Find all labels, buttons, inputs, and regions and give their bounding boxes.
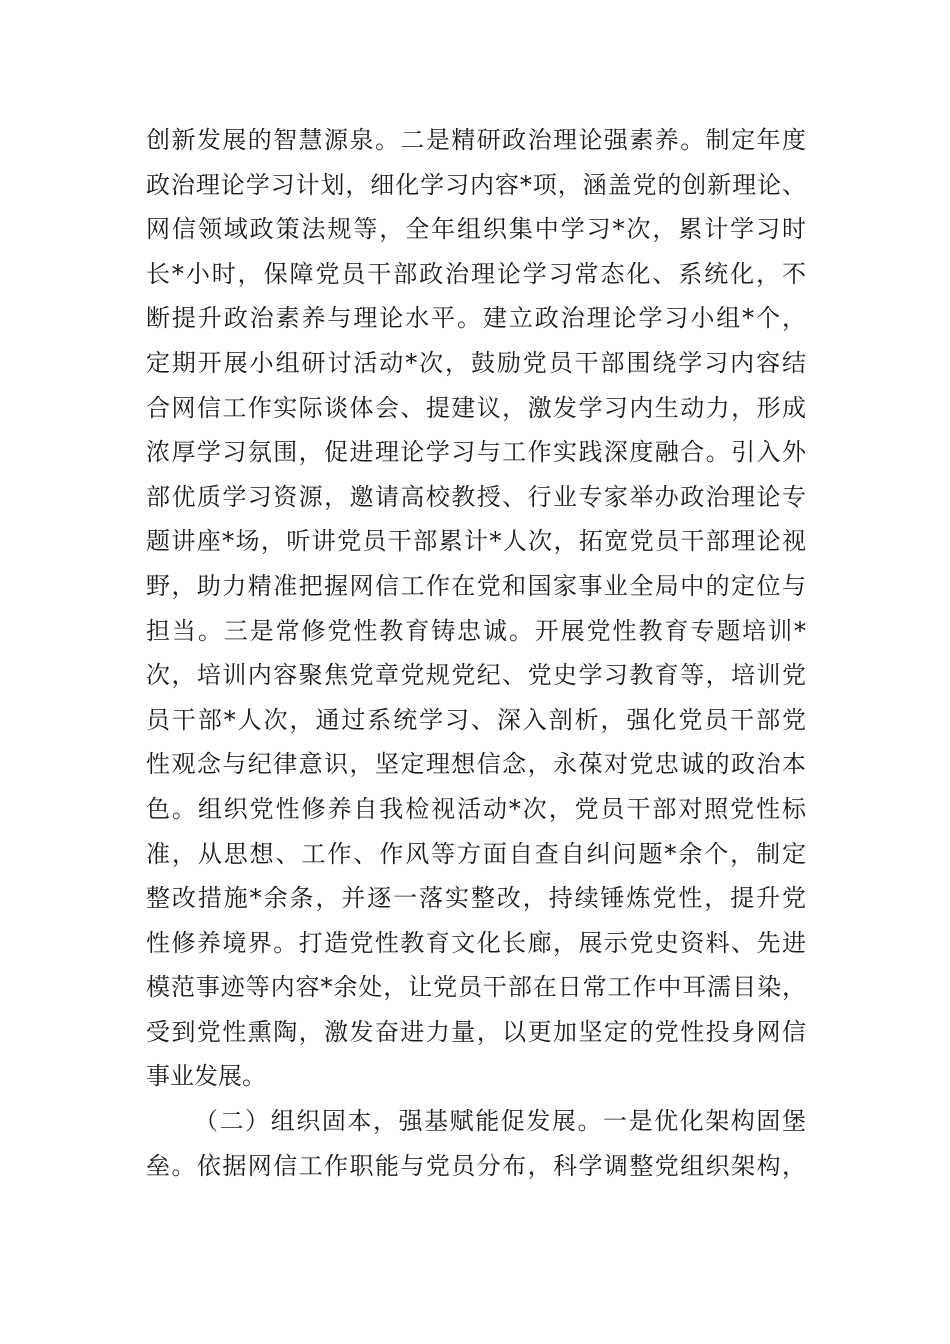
text-line: 准，从思想、工作、作风等方面自查自纠问题*余个，制定 xyxy=(146,839,806,868)
text-line: 性观念与纪律意识，坚定理想信念，永葆对党忠诚的政治本 xyxy=(146,750,806,779)
text-line: 受到党性熏陶，激发奋进力量，以更加坚定的党性投身网信 xyxy=(146,1017,806,1046)
text-line: 网信领域政策法规等，全年组织集中学习*次，累计学习时 xyxy=(146,215,806,244)
text-line: 断提升政治素养与理论水平。建立政治理论学习小组*个， xyxy=(146,304,806,333)
text-line: 合网信工作实际谈体会、提建议，激发学习内生动力，形成 xyxy=(146,393,806,422)
document-body xyxy=(146,118,806,1188)
text-line: 定期开展小组研讨活动*次，鼓励党员干部围绕学习内容结 xyxy=(146,348,806,377)
paragraph-2 xyxy=(146,1099,806,1188)
text-line: 政治理论学习计划，细化学习内容*项，涵盖党的创新理论、 xyxy=(146,170,806,199)
text-line: 担当。三是常修党性教育铸忠诚。开展党性教育专题培训* xyxy=(146,616,806,645)
text-line: 整改措施*余条，并逐一落实整改，持续锤炼党性，提升党 xyxy=(146,884,806,913)
text-line: 色。组织党性修养自我检视活动*次，党员干部对照党性标 xyxy=(146,794,806,823)
section-heading-line: （二）组织固本，强基赋能促发展。一是优化架构固堡 xyxy=(194,1107,806,1136)
text-line: 长*小时，保障党员干部政治理论学习常态化、系统化，不 xyxy=(146,259,806,288)
text-line: 题讲座*场，听讲党员干部累计*人次，拓宽党员干部理论视 xyxy=(146,527,806,556)
text-line: 性修养境界。打造党性教育文化长廊，展示党史资料、先进 xyxy=(146,928,806,957)
paragraph-1 xyxy=(146,118,806,1099)
text-line: 次，培训内容聚焦党章党规党纪、党史学习教育等，培训党 xyxy=(146,661,806,690)
text-line: 浓厚学习氛围，促进理论学习与工作实践深度融合。引入外 xyxy=(146,438,806,467)
text-line: 创新发展的智慧源泉。二是精研政治理论强素养。制定年度 xyxy=(146,126,806,154)
text-line: 事业发展。 xyxy=(146,1062,266,1091)
text-line: 垒。依据网信工作职能与党员分布，科学调整党组织架构， xyxy=(146,1151,806,1180)
text-line: 模范事迹等内容*余处，让党员干部在日常工作中耳濡目染， xyxy=(146,973,806,1002)
text-line: 员干部*人次，通过系统学习、深入剖析，强化党员干部党 xyxy=(146,705,806,734)
text-line: 部优质学习资源，邀请高校教授、行业专家举办政治理论专 xyxy=(146,482,806,511)
text-line: 野，助力精准把握网信工作在党和国家事业全局中的定位与 xyxy=(146,571,806,600)
